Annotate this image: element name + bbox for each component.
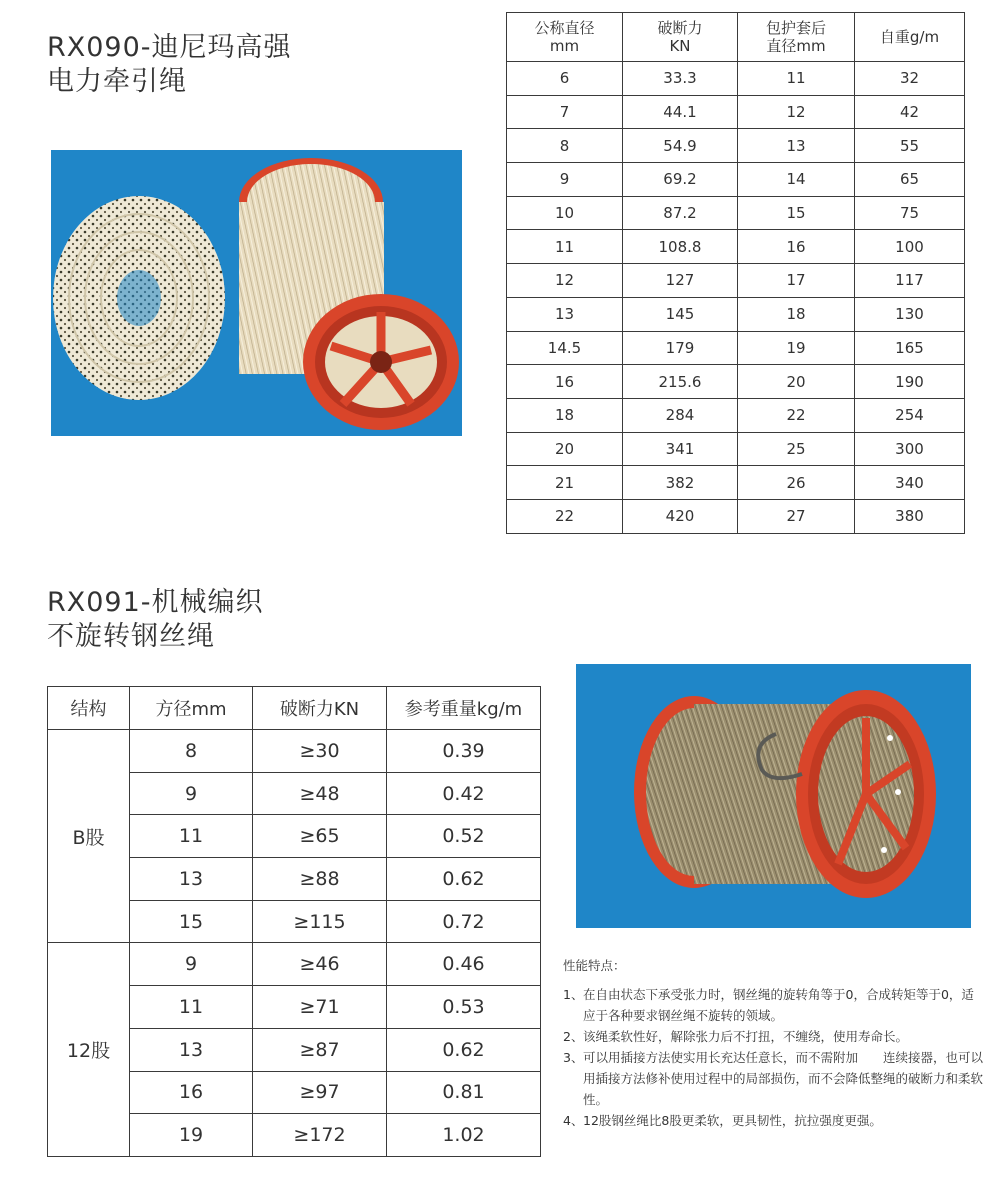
- section1-title: [47, 31, 292, 99]
- table-header-row: [507, 13, 965, 62]
- table-cell: 382: [623, 466, 738, 500]
- table-cell: ≥97: [253, 1071, 387, 1114]
- table-cell: 13: [130, 1028, 253, 1071]
- features-heading: 性能特点：: [563, 958, 626, 973]
- table-row: [48, 943, 541, 986]
- feature-text: 可以用插接方法使实用长充达任意长，而不需附加 连续接器，也可以用插接方法修补使用过程中的局部损伤，而不会降低整绳的破断力和柔软性。: [583, 1050, 984, 1107]
- table-cell: 420: [623, 499, 738, 533]
- table-cell: 17: [738, 264, 855, 298]
- table-cell: 65: [855, 163, 965, 197]
- table-cell: 9: [507, 163, 623, 197]
- feature-item: [563, 1047, 983, 1110]
- feature-item: [563, 984, 983, 1026]
- table-cell: 13: [507, 297, 623, 331]
- table-cell: 20: [738, 365, 855, 399]
- table-cell: 18: [507, 398, 623, 432]
- table-cell: 20: [507, 432, 623, 466]
- table-row: [507, 163, 965, 197]
- section1-title-line2: 电力牵引绳: [47, 66, 187, 97]
- table-cell: 44.1: [623, 95, 738, 129]
- steel-rope-spec-table: [47, 686, 541, 1157]
- table-cell: 16: [130, 1071, 253, 1114]
- table-cell: 12: [738, 95, 855, 129]
- steel-rope-illustration: [576, 664, 971, 928]
- section1-title-line1: RX090-迪尼玛高强: [47, 32, 292, 63]
- table-cell: 22: [738, 398, 855, 432]
- section2-title: [47, 586, 264, 654]
- header-nominal-diameter: 公称直径 mm: [507, 13, 623, 62]
- table-cell: 15: [738, 196, 855, 230]
- table-cell: 8: [507, 129, 623, 163]
- feature-number: 3、: [563, 1050, 584, 1065]
- table-cell: 11: [507, 230, 623, 264]
- table-cell: ≥87: [253, 1028, 387, 1071]
- structure-cell: B股: [48, 730, 130, 943]
- table-cell: 19: [738, 331, 855, 365]
- table-cell: 42: [855, 95, 965, 129]
- table-cell: 19: [130, 1114, 253, 1157]
- features-list: [563, 955, 983, 1131]
- table-cell: 55: [855, 129, 965, 163]
- table-cell: 215.6: [623, 365, 738, 399]
- header-structure: 结构: [48, 687, 130, 730]
- feature-number: 4、: [563, 1113, 584, 1128]
- table-cell: 380: [855, 499, 965, 533]
- table-cell: 21: [507, 466, 623, 500]
- section2-title-line1: RX091-机械编织: [47, 587, 264, 618]
- table-row: [507, 297, 965, 331]
- table-row: [507, 398, 965, 432]
- header-breaking-force: 破断力KN: [253, 687, 387, 730]
- table-cell: 0.72: [387, 900, 541, 943]
- table-cell: 284: [623, 398, 738, 432]
- table-cell: ≥71: [253, 986, 387, 1029]
- feature-text: 12股钢丝绳比8股更柔软，更具韧性，抗拉强度更强。: [583, 1113, 882, 1128]
- table-cell: 15: [130, 900, 253, 943]
- table-cell: 0.46: [387, 943, 541, 986]
- feature-item: [563, 1110, 983, 1131]
- table-cell: 14: [738, 163, 855, 197]
- table-cell: 12: [507, 264, 623, 298]
- table-row: [507, 62, 965, 96]
- table-row: [507, 331, 965, 365]
- table-cell: ≥65: [253, 815, 387, 858]
- table-cell: 16: [738, 230, 855, 264]
- dyneema-spec-table: [506, 12, 965, 534]
- table-cell: 11: [130, 815, 253, 858]
- table-cell: ≥46: [253, 943, 387, 986]
- table-cell: 7: [507, 95, 623, 129]
- table-cell: 8: [130, 730, 253, 773]
- table-cell: 0.62: [387, 1028, 541, 1071]
- table-cell: 0.53: [387, 986, 541, 1029]
- table-cell: ≥115: [253, 900, 387, 943]
- table-cell: 145: [623, 297, 738, 331]
- table-row: [48, 730, 541, 773]
- table-header-row: [48, 687, 541, 730]
- table-cell: 14.5: [507, 331, 623, 365]
- table-cell: 75: [855, 196, 965, 230]
- table-cell: 9: [130, 943, 253, 986]
- table-cell: 26: [738, 466, 855, 500]
- table-cell: 25: [738, 432, 855, 466]
- header-weight: 自重g/m: [855, 13, 965, 62]
- table-cell: 22: [507, 499, 623, 533]
- table-cell: 32: [855, 62, 965, 96]
- table-cell: 100: [855, 230, 965, 264]
- rope-spool: [239, 158, 459, 430]
- table-cell: 69.2: [623, 163, 738, 197]
- table-cell: 0.81: [387, 1071, 541, 1114]
- table-cell: 9: [130, 772, 253, 815]
- table-cell: ≥48: [253, 772, 387, 815]
- feature-number: 1、: [563, 987, 584, 1002]
- table-cell: 6: [507, 62, 623, 96]
- feature-number: 2、: [563, 1029, 584, 1044]
- table-cell: 10: [507, 196, 623, 230]
- table-row: [507, 432, 965, 466]
- table-cell: 190: [855, 365, 965, 399]
- table-cell: 13: [130, 858, 253, 901]
- table-cell: 165: [855, 331, 965, 365]
- table-cell: ≥88: [253, 858, 387, 901]
- table-cell: 300: [855, 432, 965, 466]
- table-cell: 130: [855, 297, 965, 331]
- table-row: [507, 230, 965, 264]
- table-cell: 0.42: [387, 772, 541, 815]
- header-diameter: 方径mm: [130, 687, 253, 730]
- section2-title-line2: 不旋转钢丝绳: [47, 621, 215, 652]
- table-cell: 0.52: [387, 815, 541, 858]
- structure-cell: 12股: [48, 943, 130, 1156]
- feature-text: 该绳柔软性好，解除张力后不打扭，不缠绕，使用寿命长。: [583, 1029, 909, 1044]
- table-cell: 13: [738, 129, 855, 163]
- steel-spool: [634, 690, 936, 898]
- steel-rope-photo: [576, 664, 971, 928]
- table-cell: 179: [623, 331, 738, 365]
- table-cell: 0.39: [387, 730, 541, 773]
- table-cell: 11: [738, 62, 855, 96]
- header-sheathed-diameter: 包护套后 直径mm: [738, 13, 855, 62]
- dyneema-rope-photo: [51, 150, 462, 436]
- table-row: [507, 466, 965, 500]
- table-cell: 87.2: [623, 196, 738, 230]
- table-cell: 340: [855, 466, 965, 500]
- table-row: [507, 264, 965, 298]
- feature-item: [563, 1026, 983, 1047]
- table-cell: 127: [623, 264, 738, 298]
- table-cell: 18: [738, 297, 855, 331]
- table-row: [507, 95, 965, 129]
- table-row: [507, 196, 965, 230]
- table-row: [507, 129, 965, 163]
- table-cell: ≥172: [253, 1114, 387, 1157]
- feature-text: 在自由状态下承受张力时，钢丝绳的旋转角等于0，合成转矩等于0，适应于各种要求钢丝绳不旋转的领域。: [583, 987, 974, 1023]
- table-row: [507, 365, 965, 399]
- table-cell: 27: [738, 499, 855, 533]
- table-cell: 11: [130, 986, 253, 1029]
- table-cell: 117: [855, 264, 965, 298]
- header-reference-weight: 参考重量kg/m: [387, 687, 541, 730]
- header-breaking-force: 破断力 KN: [623, 13, 738, 62]
- rope-coil: [53, 196, 225, 400]
- table-cell: 341: [623, 432, 738, 466]
- dyneema-rope-illustration: [51, 150, 462, 436]
- table-cell: 254: [855, 398, 965, 432]
- table-cell: 1.02: [387, 1114, 541, 1157]
- table-cell: 54.9: [623, 129, 738, 163]
- table-cell: 0.62: [387, 858, 541, 901]
- table-cell: 33.3: [623, 62, 738, 96]
- table-cell: 108.8: [623, 230, 738, 264]
- table-cell: 16: [507, 365, 623, 399]
- table-row: [507, 499, 965, 533]
- table-cell: ≥30: [253, 730, 387, 773]
